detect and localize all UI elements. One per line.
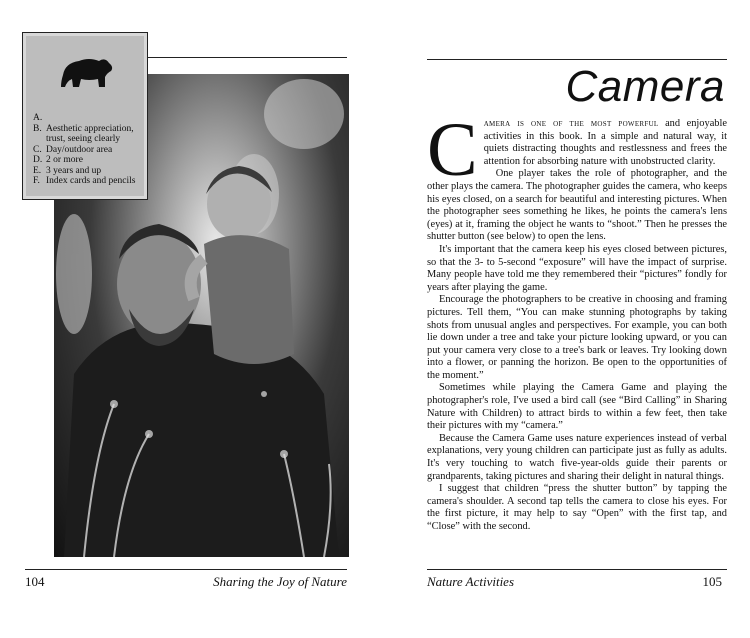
top-rule <box>147 57 347 58</box>
chapter-title: Camera <box>565 62 725 111</box>
activity-info-box <box>22 32 148 200</box>
paragraph: Sometimes while playing the Camera Game and playing the photographer's role, I've used a bird call (see “Bird Calling” in Sharing Nature with Children) to attract birds to within a few feet, then take their pictures with my “camera.” <box>427 382 727 432</box>
footer-rule <box>427 569 727 570</box>
paragraph: Camera is one of the most powerful and enjoyable activities in this book. In a simple and natural way, it quiets distracting thoughts and restlessness and frees the attention for absorbing nature with unobstructed clarity. <box>427 108 728 192</box>
info-list <box>33 113 142 187</box>
paragraph: Encourage the photographers to be creative in choosing and framing pictures. Tell them, “You can make stunning photographs by taking shots from unusual angles and perspectives. For example, you can both lie down under a tree and take your picture looking upward, or you can put your camera very close to a tree's bark or leaves. Try looking down into a flower, or panning the horizon. Be open to the opportunities of the moment.” <box>427 294 727 381</box>
paragraph: Because the Camera Game uses nature experiences instead of verbal explanations, very young children can participate just as fully as adults. It's very touching to watch five-year-olds guide their parents or grandparents, taking pictures and sharing their delight in natural things. <box>427 432 727 482</box>
drop-cap: C <box>427 108 478 192</box>
info-item: C. Day/outdoor area <box>33 144 113 155</box>
body-text <box>427 108 728 534</box>
paragraph: One player takes the role of photographer, and the other plays the camera. The photographer guides the camera, who keeps his eyes closed, on a search for beautiful and interesting pictures. When the photographer sees something he likes, he points the camera's lens (eyes) at it, framing the object he wants to “shoot.” Then he presses the shutter button (see below) to open the lens. <box>427 168 727 243</box>
running-head: Nature Activities <box>427 574 515 589</box>
info-item: D. 2 or more <box>33 155 83 165</box>
page-number: 105 <box>702 574 722 589</box>
info-item: B. Aesthetic appreciation, trust, seeing clearly <box>33 123 134 144</box>
top-rule <box>427 59 727 60</box>
info-item: F. Index cards and pencils <box>33 176 136 186</box>
right-page <box>375 0 750 638</box>
page-number: 104 <box>25 574 45 589</box>
running-head: Sharing the Joy of Nature <box>213 574 347 589</box>
info-item: A. <box>33 113 43 123</box>
bear-icon <box>59 55 115 89</box>
lead-in: amera is one of the most powerful <box>483 118 659 129</box>
paragraph: It's important that the camera keep his eyes closed between pictures, so that the 3- to 5-second “exposure” will have the impact of surprise. Many people have told me they remembered their “pictures” fondly for years after playing the game. <box>427 243 727 293</box>
paragraph: I suggest that children “press the shutter button” by tapping the camera's shoulder. A second tap tells the camera to close his eyes. For the first picture, it may help to say “Open” with the first tap, and “Close” with the second. <box>427 483 727 532</box>
footer-rule <box>25 569 347 570</box>
info-item: E. 3 years and up <box>33 165 102 176</box>
